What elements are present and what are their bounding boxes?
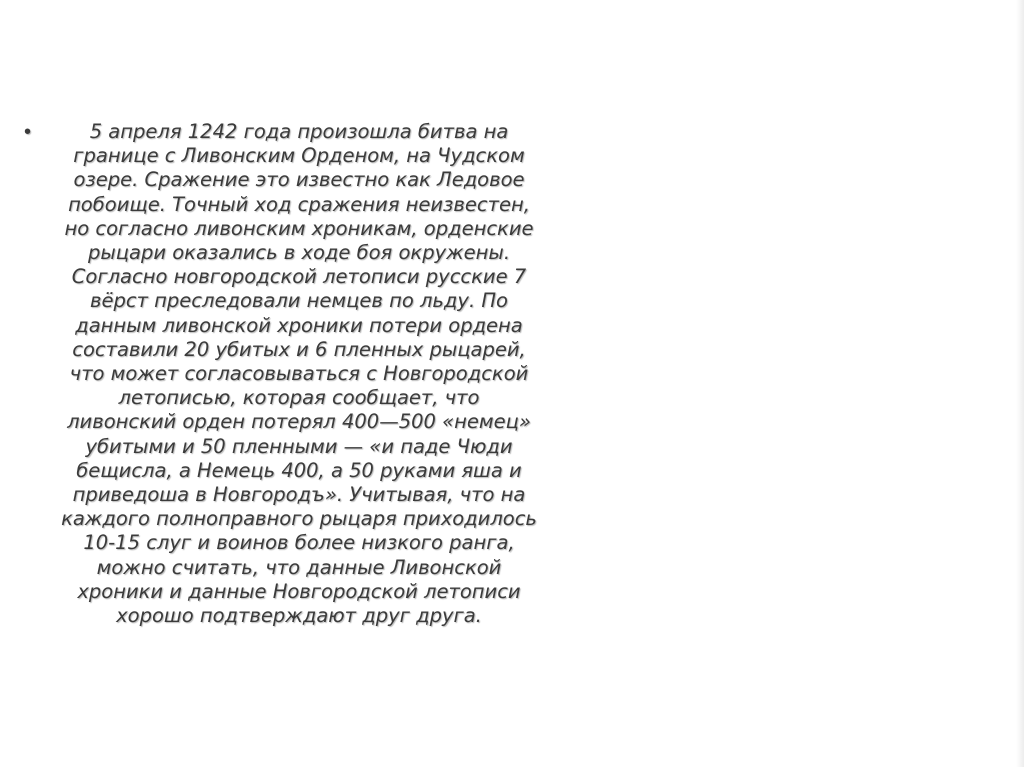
paragraph-line: приведоша в Новгородъ». Учитывая, что на: [72, 483, 526, 507]
paragraph-line: бещисла, а Немець 400, а 50 руками яша и: [76, 458, 522, 482]
paragraph-line: каждого полноправного рыцаря приходилось: [61, 507, 537, 531]
paragraph-line: данным ливонской хроники потери ордена: [75, 313, 523, 337]
paragraph-line: 10-15 слуг и воинов более низкого ранга,: [83, 531, 515, 555]
paragraph-line: вёрст преследовали немцев по льду. По: [90, 289, 508, 313]
bullet-icon: •: [24, 121, 32, 143]
paragraph-line: хроники и данные Новгородской летописи: [77, 579, 521, 603]
paragraph-line: побоище. Точный ход сражения неизвестен,: [68, 192, 530, 216]
paragraph-line: но согласно ливонским хроникам, орденские: [64, 216, 534, 240]
paragraph-line: можно считать, что данные Ливонской: [96, 555, 502, 579]
slide-edge-shadow: [1016, 0, 1024, 767]
paragraph-line: убитыми и 50 пленными — «и паде Чюди: [85, 434, 513, 458]
paragraph-line: Согласно новгородской летописи русские 7: [71, 265, 527, 289]
paragraph-line: составили 20 убитых и 6 пленных рыцарей,: [72, 337, 526, 361]
paragraph-line: ливонский орден потерял 400—500 «немец»: [67, 410, 531, 434]
paragraph-line: что может согласовываться с Новгородской: [69, 362, 529, 386]
paragraph-line: границе с Ливонским Орденом, на Чудском: [73, 144, 525, 168]
paragraph-line: 5 апреля 1242 года произошла битва на: [89, 120, 509, 143]
paragraph-line: рыцари оказались в ходе боя окружены.: [87, 241, 511, 265]
paragraph-line: озере. Сражение это известно как Ледовое: [73, 168, 525, 192]
paragraph-line: летописью, которая сообщает, что: [118, 386, 480, 410]
bullet-paragraph: [34, 120, 564, 628]
paragraph-line: хорошо подтверждают друг друга.: [116, 604, 482, 628]
